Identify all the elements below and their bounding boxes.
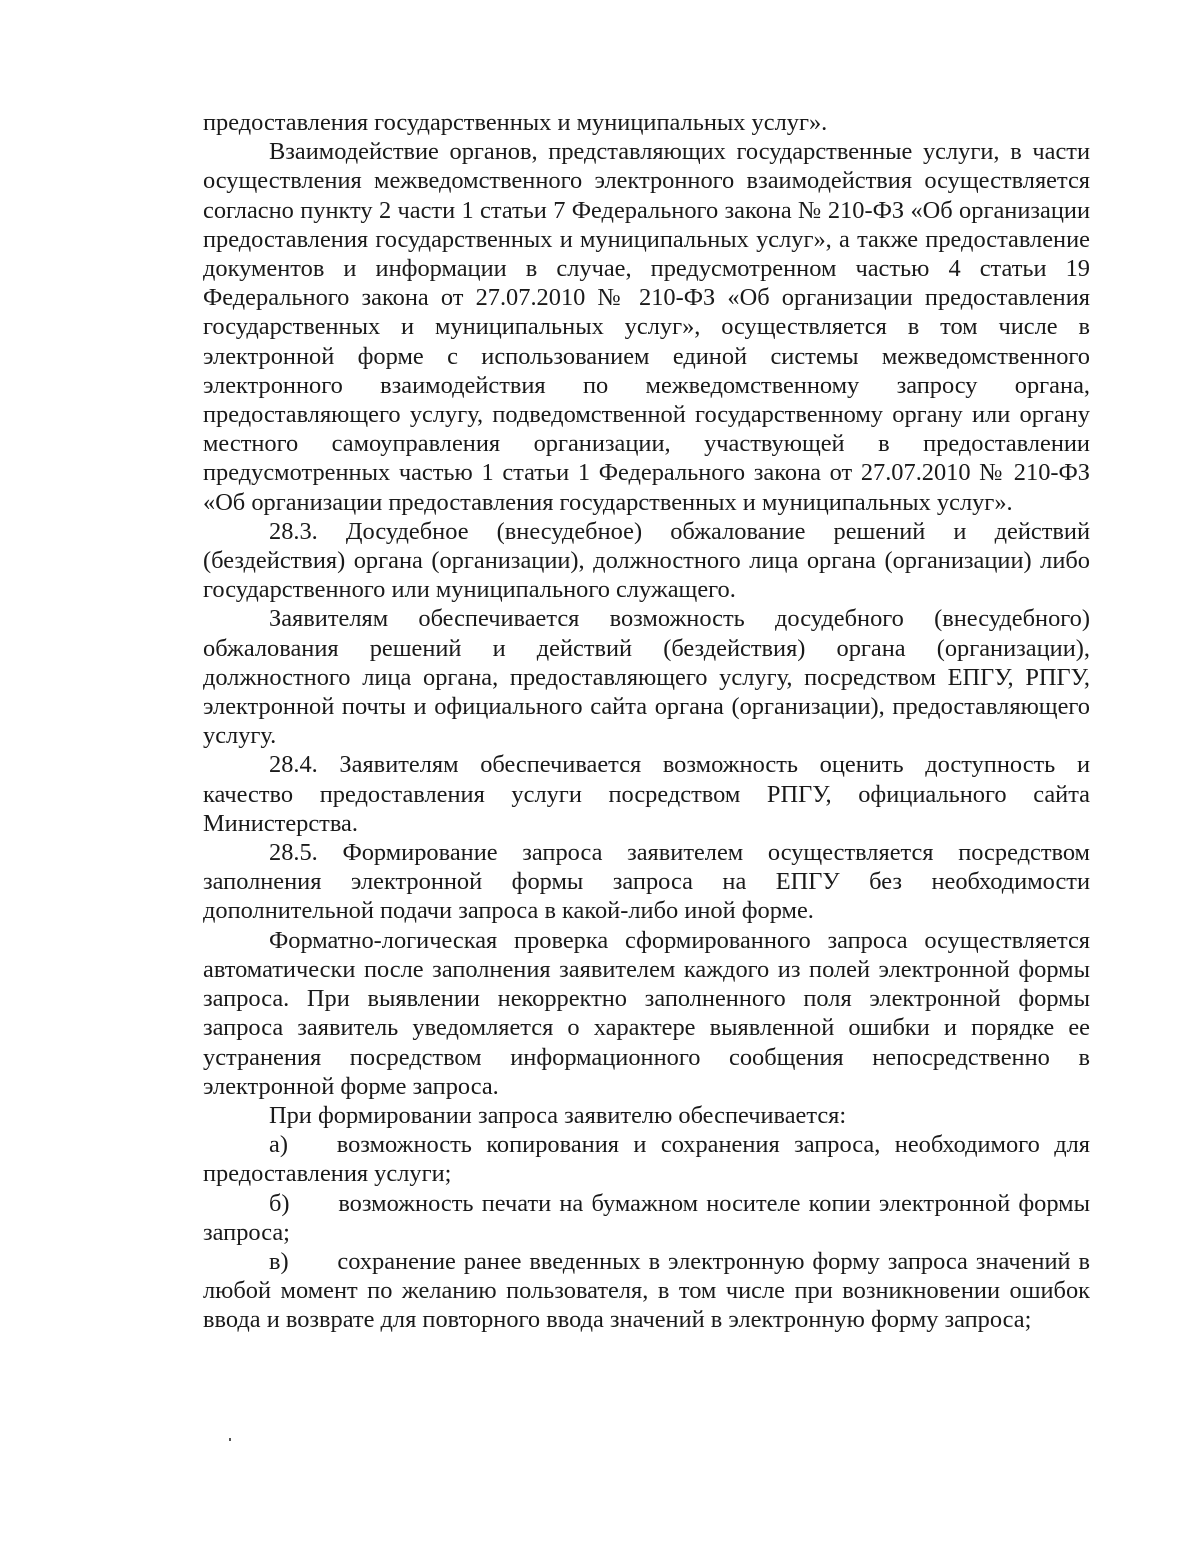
paragraph-28-4: 28.4. Заявителям обеспечивается возможность оценить доступность и качество предоставления услуги посредством РПГУ, официального сайта Министерства. — [203, 751, 1090, 837]
paragraph-28-5: 28.5. Формирование запроса заявителем осуществляется посредством заполнения электронной формы запроса на ЕПГУ без необходимости дополнительной подачи запроса в какой-либо иной форме. — [203, 839, 1090, 925]
list-item-a: а) возможность копирования и сохранения запроса, необходимого для предоставления услуги; — [203, 1131, 1090, 1188]
paragraph-list-intro: При формировании запроса заявителю обеспечивается: — [269, 1101, 847, 1129]
list-item-v: в) сохранение ранее введенных в электронную форму запроса значений в любой момент по желанию пользователя, в том числе при возникновении ошибок ввода и возврате для повторного ввода значений в электронную форму запроса; — [203, 1247, 1090, 1334]
list-item-b: б) возможность печати на бумажном носителе копии электронной формы запроса; — [203, 1189, 1090, 1246]
paragraph-appeal: Заявителям обеспечивается возможность досудебного (внесудебного) обжалования решений и действий (бездействия) органа (организации), должностного лица органа, предоставляющего услугу, посредством ЕПГУ, РПГУ, электронной почты и официального сайта органа (организации), предоставляющего услугу. — [203, 605, 1090, 750]
paragraph-format-check: Форматно-логическая проверка сформированного запроса осуществляется автоматически после заполнения заявителем каждого из полей электронной формы запроса. При выявлении некорректно заполненного поля электронной формы запроса заявитель уведомляется о характере выявленной ошибки и порядке ее устранения посредством информационного сообщения непосредственно в электронной форме запроса. — [203, 926, 1090, 1100]
paragraph-continuation: предоставления государственных и муниципальных услуг». — [203, 109, 828, 136]
paragraph-interaction: Взаимодействие органов, представляющих государственные услуги, в части осуществления межведомственного электронного взаимодействия осуществляется согласно пункту 2 части 1 статьи 7 Федерального закона № 210-ФЗ «Об организации предоставления государственных и муниципальных услуг», а также предоставление документов и информации в случае, предусмотренном частью 4 статьи 19 Федерального закона от 27.07.2010 № 210-ФЗ «Об организации предоставления государственных и муниципальных услуг», осуществляется в том числе в электронной форме с использованием единой системы межведомственного электронного взаимодействия по межведомственному запросу органа, предоставляющего услугу, подведомственной государственному органу или органу местного самоуправления организации, участвующей в предоставлении предусмотренных частью 1 статьи 1 Федерального закона от 27.07.2010 № 210-ФЗ «Об организации предоставления государственных и муниципальных услуг». — [203, 138, 1090, 516]
document-page — [203, 108, 1090, 1335]
scan-artifact-dot — [229, 1438, 231, 1441]
paragraph-28-3: 28.3. Досудебное (внесудебное) обжалование решений и действий (бездействия) органа (организации), должностного лица органа (организации) либо государственного или муниципального служащего. — [203, 517, 1090, 604]
